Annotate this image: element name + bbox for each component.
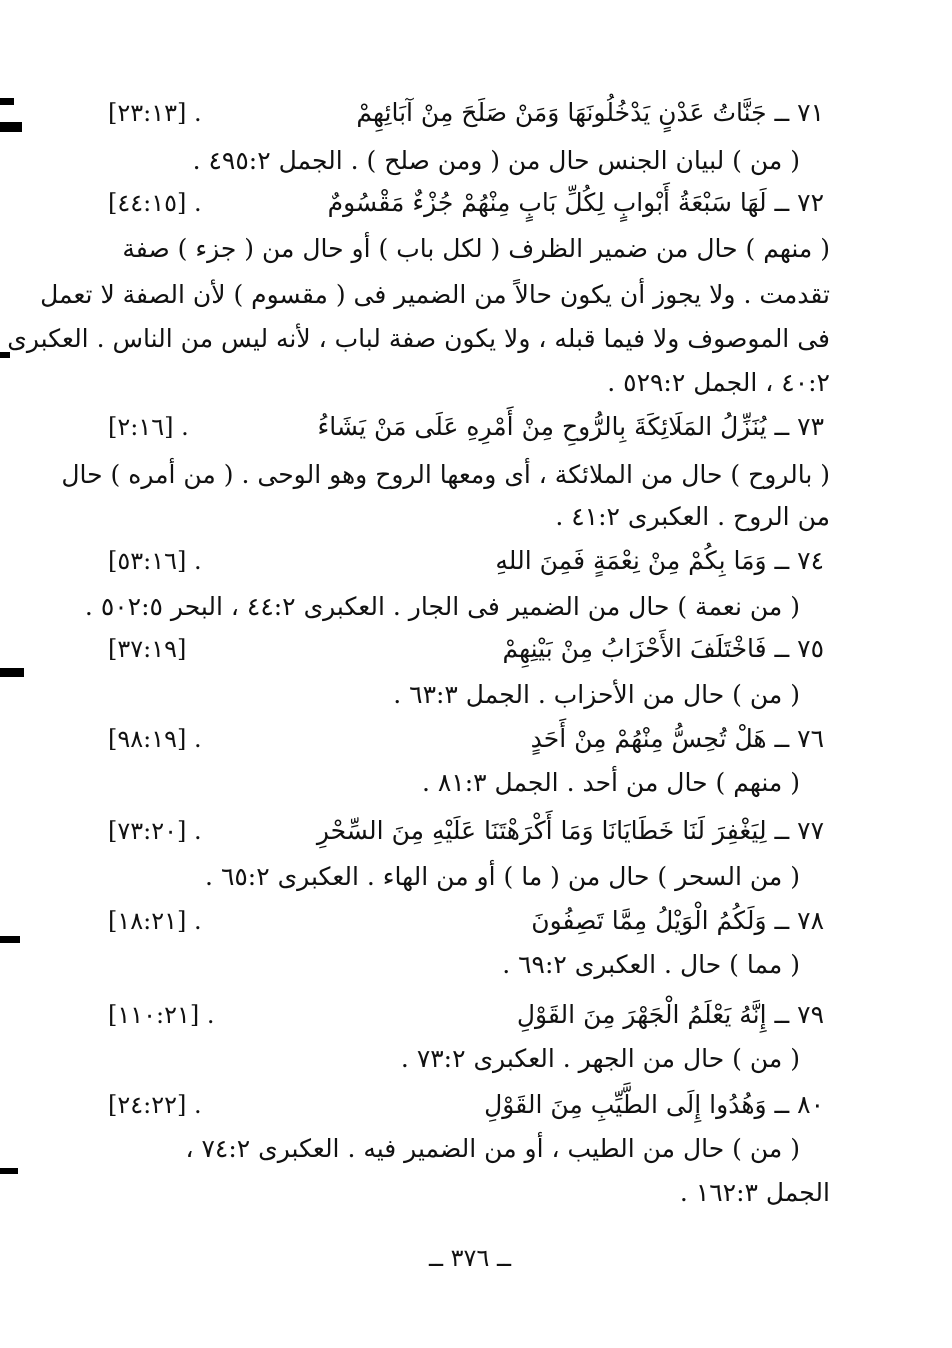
verse-line: ٧٦ ــ هَلْ تُحِسُّ مِنْهُمْ مِنْ أَحَدٍ [530,724,824,753]
scan-mark [0,98,14,105]
note-line: ( من نعمة ) حال من الضمير فى الجار . العكبرى ٤٤:٢ ، البحر ٥٠٢:٥ . [84,592,800,621]
note-line: ٤٠:٢ ، الجمل ٥٢٩:٢ . [607,368,830,397]
note-line: ( بالروح ) حال من الملائكة ، أى ومعها الروح وهو الوحى . ( من أمره ) حال [61,460,830,489]
verse-reference: [١١٠:٢١] . [108,1001,215,1029]
note-line: ( من ) حال من الجهر . العكبرى ٧٣:٢ . [400,1044,800,1073]
verse-reference: [١٨:٢١] . [108,907,202,935]
note-line: ( منهم ) حال من أحد . الجمل ٨١:٣ . [421,768,800,797]
scan-mark [0,122,22,132]
note-line: ( من السحر ) حال من ( ما ) أو من الهاء . العكبرى ٦٥:٢ . [205,862,800,891]
scan-mark [0,1168,18,1174]
verse-reference: [٤٤:١٥] . [108,189,202,217]
verse-reference: [٧٣:٢٠] . [108,817,202,845]
verse-line: ٧٨ ــ وَلَكُمُ الْوَيْلُ مِمَّا تَصِفُونَ [531,906,824,935]
page-number: ــ ٣٧٦ ــ [428,1244,512,1272]
note-line: ( من ) حال من الأحزاب . الجمل ٦٣:٣ . [393,680,800,709]
verse-line: ٧٢ ــ لَهَا سَبْعَةُ أَبْوابٍ لِكُلِّ بَابٍ مِنْهُمْ جُزْءٌ مَقْسُومٌ [327,188,824,217]
verse-line: ٧٤ ــ وَمَا بِكُمْ مِنْ نِعْمَةٍ فَمِنَ اللهِ [495,546,824,575]
note-line: ( من ) لبيان الجنس حال من ( ومن صلح ) . الجمل ٤٩٥:٢ . [192,146,800,175]
verse-line: ٧٣ ــ يُنَزِّلُ المَلَائِكَةَ بِالرُّوحِ مِنْ أَمْرِهِ عَلَى مَنْ يَشَاءُ [317,412,824,441]
note-line: تقدمت . ولا يجوز أن يكون حالاً من الضمير فى ( مقسوم ) لأن الصفة لا تعمل [40,280,830,309]
verse-line: ٧٥ ــ فَاخْتَلَفَ الأَحْزَابُ مِنْ بَيْنِهِمْ [502,634,824,663]
verse-line: ٨٠ ــ وَهُدُوا إِلَى الطَّيِّبِ مِنَ القَوْلِ [484,1090,824,1119]
note-line: ( من ) حال من الطيب ، أو من الضمير فيه . العكبرى ٧٤:٢ ، [185,1134,800,1163]
note-line: ( مما ) حال . العكبرى ٦٩:٢ . [502,950,800,979]
verse-reference: [٣٧:١٩] [108,635,187,663]
verse-line: ٧٩ ــ إِنَّهُ يَعْلَمُ الْجَهْرَ مِنَ القَوْلِ [516,1000,824,1029]
scan-mark [0,936,20,943]
verse-reference: [٥٣:١٦] . [108,547,202,575]
verse-line: ٧٧ ــ لِيَغْفِرَ لَنَا خَطَايَانَا وَمَا أَكْرَهْتَنَا عَلَيْهِ مِنَ السِّحْرِ [316,816,824,845]
note-line: فى الموصوف ولا فيما قبله ، ولا يكون صفة لباب ، لأنه ليس من الناس . العكبرى [7,324,830,353]
verse-line: ٧١ ــ جَنَّاتُ عَدْنٍ يَدْخُلُونَهَا وَمَنْ صَلَحَ مِنْ آبَائِهِمْ [356,98,824,127]
verse-reference: [٢:١٦] . [108,413,189,441]
verse-reference: [٩٨:١٩] . [108,725,202,753]
note-line: من الروح . العكبرى ٤١:٢ . [555,502,830,531]
note-line: الجمل ١٦٢:٣ . [679,1178,830,1207]
verse-reference: [٢٣:١٣] . [108,99,202,127]
note-line: ( منهم ) حال من ضمير الظرف ( لكل باب ) أو حال من ( جزء ) صفة [122,234,830,263]
scan-mark [0,668,24,677]
verse-reference: [٢٤:٢٢] . [108,1091,202,1119]
